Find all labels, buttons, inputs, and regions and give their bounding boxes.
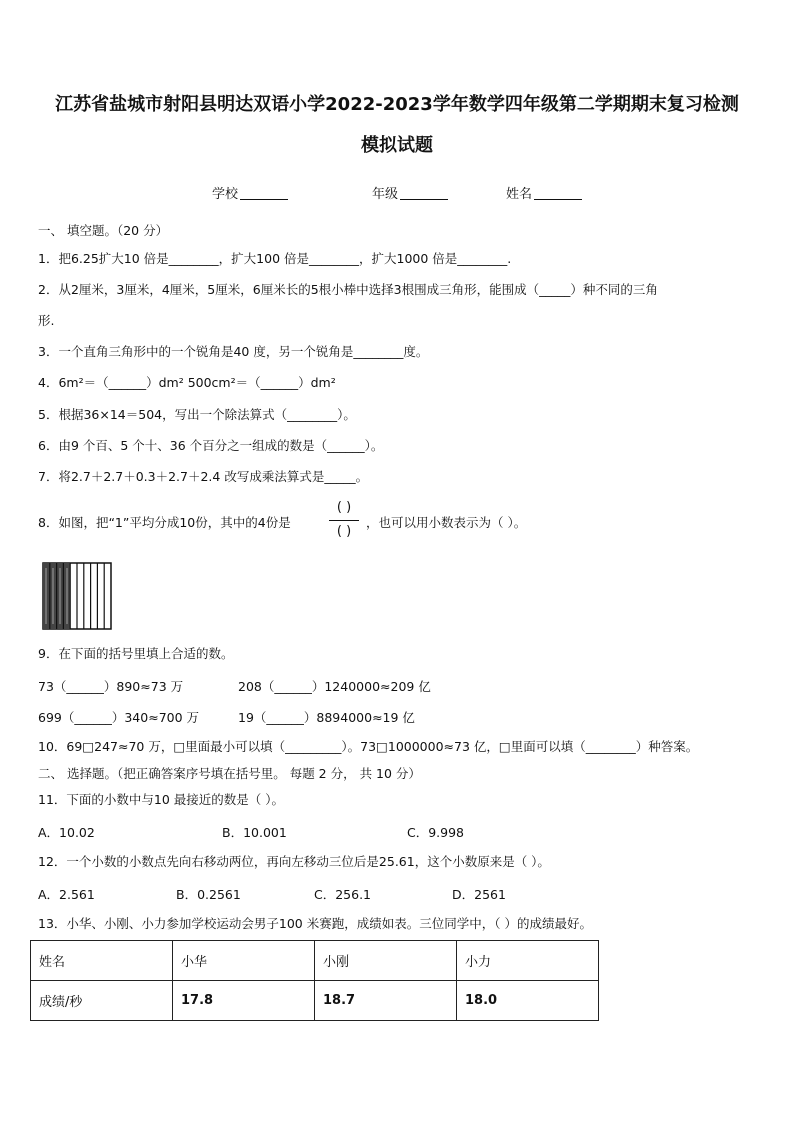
- fraction-bar: [329, 520, 359, 521]
- grade-label: 年级: [372, 187, 399, 202]
- question-7: 7．将2.7＋2.7＋0.3＋2.7＋2.4 改写成乘法算式是_____。: [38, 469, 369, 484]
- question-6: 6．由9 个百、5 个十、36 个百分之一组成的数是（______）。: [38, 438, 384, 453]
- school-field[interactable]: [212, 183, 288, 202]
- section2-heading: 二、 选择题。（把正确答案序号填在括号里。 每题 2 分， 共 10 分）: [38, 766, 421, 781]
- question-8-text-a: 8．如图，把“1”平均分成10份，其中的4份是: [38, 515, 291, 530]
- q9-item-1: 73（______）890≈73 万: [38, 679, 184, 694]
- question-5: 5．根据36×14＝504，写出一个除法算式（________）。: [38, 407, 356, 422]
- q9-item-3: 699（______）340≈700 万: [38, 710, 200, 725]
- question-9: 9．在下面的括号里填上合适的数。: [38, 646, 234, 661]
- question-13: 13．小华、小刚、小力参加学校运动会男子100 米赛跑，成绩如表。三位同学中，（ ）的成绩最好。: [38, 916, 592, 931]
- name-blank[interactable]: [534, 186, 582, 200]
- q9-item-2: 208（______）1240000≈209 亿: [238, 679, 431, 694]
- q11-option-c[interactable]: C．9.998: [407, 825, 465, 840]
- page-title-line2: 模拟试题: [361, 135, 433, 156]
- table-cell: 17.8: [173, 981, 315, 1021]
- school-blank[interactable]: [240, 186, 288, 200]
- table-cell: 18.7: [315, 981, 457, 1021]
- question-2: 2．从2厘米，3厘米，4厘米，5厘米，6厘米长的5根小棒中选择3根围成三角形，能围成（_____）种不同的三角: [38, 282, 658, 297]
- table-cell: 成绩/秒: [31, 981, 173, 1021]
- q12-option-d[interactable]: D．2561: [452, 887, 506, 902]
- question-1: 1．把6.25扩大10 倍是________，扩大100 倍是________，扩大1000 倍是________.: [38, 251, 512, 266]
- question-2-cont: 形.: [38, 313, 55, 328]
- table-cell: 18.0: [457, 981, 599, 1021]
- fraction-denominator: ( ): [336, 524, 352, 539]
- fraction-blank[interactable]: [327, 500, 361, 542]
- question-4: 4．6m²＝（______）dm² 500cm²＝（______）dm²: [38, 375, 336, 390]
- question-8-text-b: ，也可以用小数表示为（ ）。: [366, 515, 527, 530]
- question-12: 12．一个小数的小数点先向右移动两位，再向左移动三位后是25.61，这个小数原来是（ ）。: [38, 854, 550, 869]
- grade-field[interactable]: [372, 183, 448, 202]
- q12-option-a[interactable]: A．2.561: [38, 887, 95, 902]
- question-8: [38, 515, 291, 531]
- fraction-numerator: ( ): [336, 500, 352, 515]
- table-header-cell: 小力: [457, 941, 599, 981]
- section1-heading: 一、 填空题。（20 分）: [38, 223, 169, 238]
- table-row: [31, 981, 599, 1021]
- grade-blank[interactable]: [400, 186, 448, 200]
- table-header-row: [31, 941, 599, 981]
- question-10: 10．69□247≈70 万，□里面最小可以填（_________）。73□1000000≈73 亿，□里面可以填（________）种答案。: [38, 739, 699, 754]
- school-label: 学校: [212, 187, 239, 202]
- name-field[interactable]: [506, 183, 582, 202]
- q12-option-b[interactable]: B．0.2561: [176, 887, 241, 902]
- q11-option-a[interactable]: A．10.02: [38, 825, 95, 840]
- question-3: 3．一个直角三角形中的一个锐角是40 度，另一个锐角是________度。: [38, 344, 429, 359]
- question-11: 11．下面的小数中与10 最接近的数是（ ）。: [38, 792, 285, 807]
- table-header-cell: 姓名: [31, 941, 173, 981]
- q12-option-c[interactable]: C．256.1: [314, 887, 372, 902]
- q11-option-b[interactable]: B．10.001: [222, 825, 287, 840]
- ten-strips-figure: [42, 562, 112, 630]
- table-header-cell: 小华: [173, 941, 315, 981]
- table-header-cell: 小刚: [315, 941, 457, 981]
- page-title: 江苏省盐城市射阳县明达双语小学2022-2023学年数学四年级第二学期期末复习检测: [55, 94, 739, 115]
- q9-item-4: 19（______）8894000≈19 亿: [238, 710, 415, 725]
- name-label: 姓名: [506, 187, 533, 202]
- results-table: [30, 940, 599, 1021]
